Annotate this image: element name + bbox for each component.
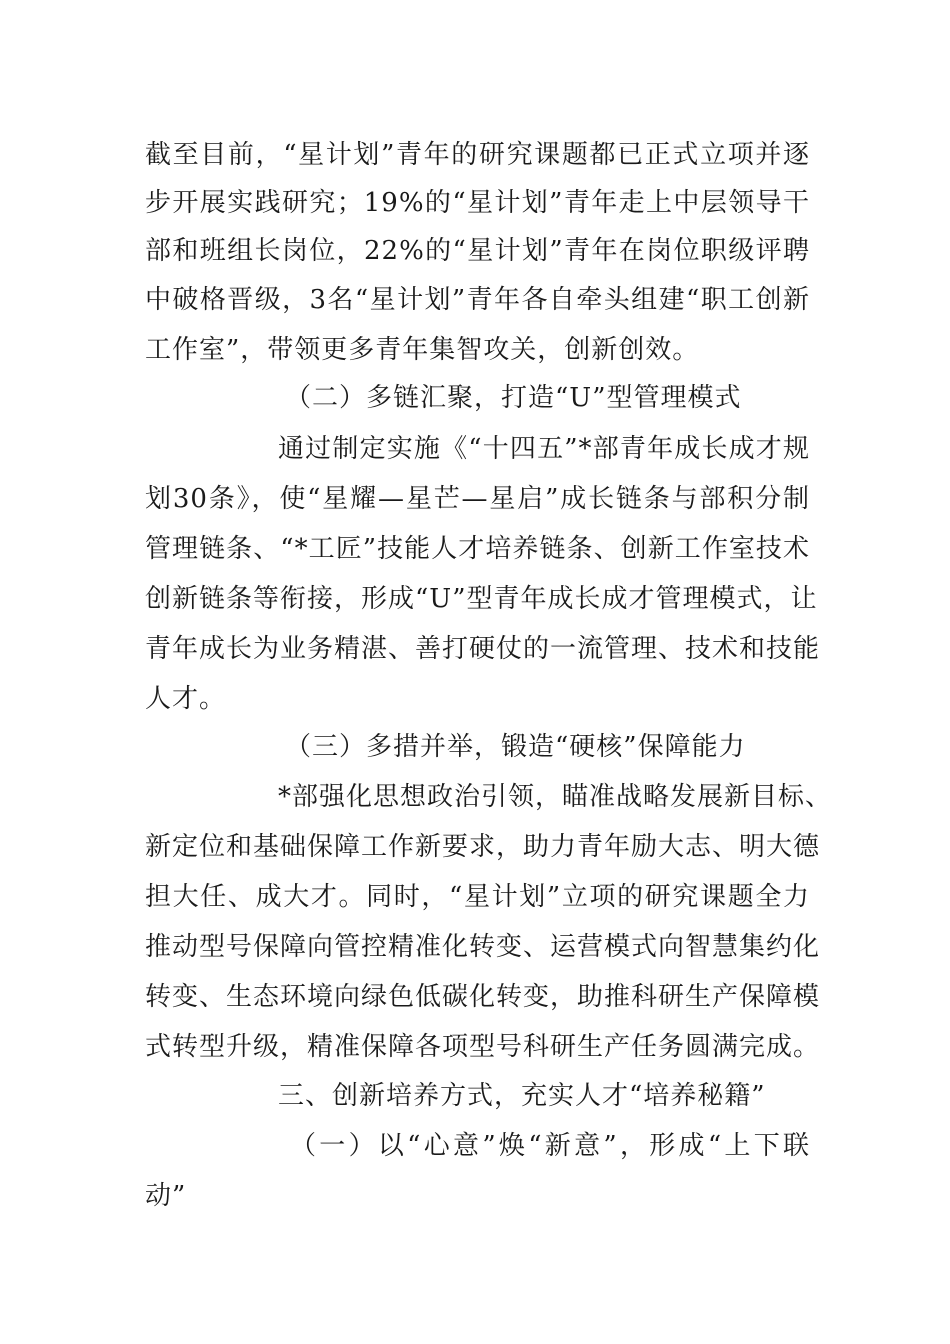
paragraph-line: 青年成长为业务精湛、善打硬仗的一流管理、技术和技能	[145, 634, 821, 664]
paragraph-line: 部和班组长岗位，22%的“星计划”青年在岗位职级评聘	[145, 236, 810, 266]
paragraph-line: *部强化思想政治引领，瞄准战略发展新目标、	[278, 782, 833, 812]
section-heading: （三）多措并举，锻造“硬核”保障能力	[285, 732, 746, 762]
paragraph-line: 中破格晋级，3名“星计划”青年各自牵头组建“职工创新	[145, 285, 810, 315]
paragraph-line: 担大任、成大才。同时，“星计划”立项的研究课题全力	[145, 882, 810, 912]
paragraph-line: 式转型升级，精准保障各项型号科研生产任务圆满完成。	[145, 1032, 821, 1062]
paragraph-line: 截至目前，“星计划”青年的研究课题都已正式立项并逐	[145, 140, 810, 170]
section-heading: （二）多链汇聚，打造“U”型管理模式	[285, 383, 742, 413]
paragraph-line: 划30条》，使“星耀—星芒—星启”成长链条与部积分制	[145, 484, 810, 514]
paragraph-line: 人才。	[145, 684, 227, 714]
paragraph-line: 转变、生态环境向绿色低碳化转变，助推科研生产保障模	[145, 982, 821, 1012]
subsection-heading: （一）以“心意”焕“新意”，形成“上下联	[290, 1131, 810, 1161]
paragraph-line: 新定位和基础保障工作新要求，助力青年励大志、明大德	[145, 832, 821, 862]
paragraph-line: 推动型号保障向管控精准化转变、运营模式向智慧集约化	[145, 932, 821, 962]
paragraph-line: 管理链条、“*工匠”技能人才培养链条、创新工作室技术	[145, 534, 810, 564]
section-heading: 三、创新培养方式，充实人才“培养秘籍”	[278, 1081, 766, 1111]
subsection-heading-continued: 动”	[145, 1181, 187, 1211]
paragraph-line: 创新链条等衔接，形成“U”型青年成长成才管理模式，让	[145, 584, 818, 614]
paragraph-line: 工作室”，带领更多青年集智攻关，创新创效。	[145, 335, 700, 365]
paragraph-line: 步开展实践研究；19%的“星计划”青年走上中层领导干	[145, 188, 810, 218]
paragraph-line: 通过制定实施《“十四五”*部青年成长成才规	[278, 434, 810, 464]
